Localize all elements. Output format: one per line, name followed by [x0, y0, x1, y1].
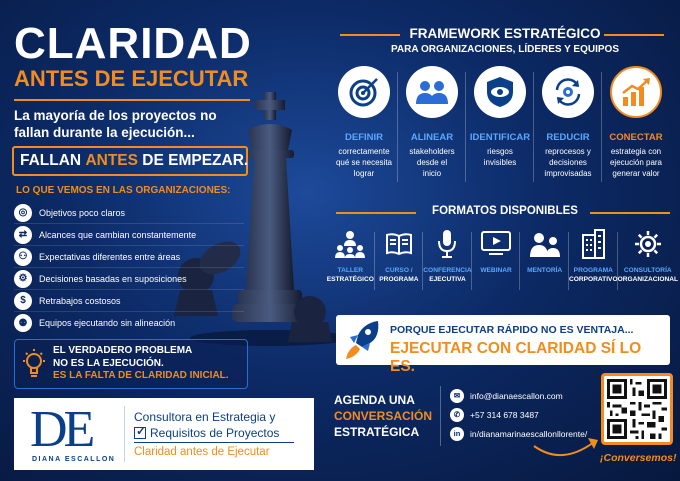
- format-label-2: EJECUTIVA: [429, 276, 466, 283]
- lightbulb-icon: [15, 348, 53, 380]
- mail-icon: ✉: [450, 389, 464, 403]
- people-icon: ⚇: [14, 248, 32, 266]
- desc-line: lograr: [353, 169, 375, 178]
- cycle-gear-icon: [542, 66, 594, 118]
- framework-step-reducir: [534, 66, 602, 186]
- gear-icon: [618, 228, 678, 260]
- format-label-2: CORPORATIVO: [568, 276, 618, 283]
- mentoring-icon: [520, 228, 569, 260]
- brand-card: [14, 398, 314, 470]
- format-item: [423, 228, 472, 292]
- brand-tagline-1: Consultora en Estrategia y: [134, 410, 276, 424]
- issue-text: Retrabajos costosos: [39, 295, 121, 306]
- checkbox-icon: [134, 427, 146, 439]
- framework-step-definir: [330, 66, 398, 186]
- issue-text: Equipos ejecutando sin alineación: [39, 318, 176, 328]
- step-name: REDUCIR: [546, 132, 590, 143]
- step-name: CONECTAR: [609, 132, 663, 143]
- list-item: [14, 224, 244, 246]
- target-icon: [338, 66, 390, 118]
- team-icon: ⚉: [14, 314, 32, 332]
- format-label: PROGRAMA: [573, 267, 613, 274]
- tagline-banner: [336, 315, 670, 375]
- desc-line: decisiones: [549, 158, 587, 167]
- format-label: WEBINAR: [480, 267, 512, 274]
- format-label: CURSO /: [385, 267, 413, 274]
- format-item: [569, 228, 618, 292]
- format-item: [472, 228, 521, 292]
- formats-list: [326, 228, 678, 292]
- issue-text: Expectativas diferentes entre áreas: [39, 251, 181, 262]
- framework-title: FRAMEWORK ESTRATÉGICO: [409, 26, 601, 41]
- title-underline: [14, 99, 250, 101]
- linkedin-icon: in: [450, 427, 464, 441]
- step-desc: [534, 146, 602, 179]
- whatsapp-icon: ✆: [450, 408, 464, 422]
- workshop-icon: [326, 228, 375, 260]
- linkedin-text: in/dianamarinaescallonllorente/: [470, 428, 588, 439]
- desc-line: reprocesos y: [545, 147, 591, 156]
- divider: [124, 406, 125, 462]
- format-item: [520, 228, 569, 292]
- desc-line: desde el: [416, 158, 448, 167]
- target-icon: ◎: [14, 204, 32, 222]
- format-item: [375, 228, 424, 292]
- step-desc: [330, 146, 398, 179]
- fallan-callout: [12, 146, 248, 176]
- cta-line-2: CONVERSACIÓN: [334, 409, 433, 423]
- brand-tagline-2: Requisitos de Proyectos: [150, 426, 280, 440]
- page-title: CLARIDAD: [14, 19, 252, 68]
- framework-step-identificar: [466, 66, 534, 186]
- list-item: [14, 268, 244, 290]
- problem-line-1: EL VERDADERO PROBLEMA: [53, 345, 193, 357]
- issue-text: Decisiones basadas en suposiciones: [39, 273, 187, 284]
- list-item: [14, 202, 244, 224]
- step-name: ALINEAR: [410, 132, 454, 143]
- banner-line-2: EJECUTAR CON CLARIDAD SÍ LO ES.: [390, 340, 642, 375]
- problem-callout: [14, 339, 248, 389]
- cta-heading: [334, 392, 432, 440]
- formats-title: FORMATOS DISPONIBLES: [432, 205, 578, 217]
- framework-steps: [330, 66, 670, 186]
- format-label: TALLER: [337, 267, 364, 274]
- framework-step-alinear: [398, 66, 466, 186]
- format-label: CONFERENCIA: [423, 267, 472, 274]
- desc-line: improvisadas: [544, 169, 592, 178]
- issue-text: Objetivos poco claros: [39, 207, 126, 218]
- email-text: info@dianaescallon.com: [470, 390, 563, 401]
- issues-list: [14, 202, 244, 334]
- swap-arrows-icon: ⇄: [14, 226, 32, 244]
- growth-chart-icon: [610, 66, 662, 118]
- format-label: MENTORÍA: [527, 267, 563, 274]
- contact-phone[interactable]: [450, 405, 600, 424]
- rocket-icon: [344, 319, 384, 361]
- step-name: DEFINIR: [345, 132, 383, 143]
- format-label-2: PROGRAMA: [379, 276, 419, 283]
- desc-line: invisibles: [483, 158, 517, 167]
- desc-line: qué se necesita: [335, 158, 393, 167]
- list-item: [14, 290, 244, 312]
- fallan-highlight: ANTES: [85, 152, 138, 169]
- framework-step-conectar: [602, 66, 670, 186]
- brand-logo: DE: [30, 401, 92, 458]
- people-icon: [406, 66, 458, 118]
- book-icon: [375, 228, 424, 260]
- fallan-suffix: DE EMPEZAR.: [137, 152, 249, 169]
- desc-line: ejecución para: [609, 158, 663, 167]
- problem-line-2: NO ES LA EJECUCIÓN.: [53, 357, 164, 369]
- list-item: [14, 246, 244, 268]
- format-label-2: ESTRATÉGICO: [326, 276, 374, 283]
- monitor-play-icon: [472, 228, 521, 260]
- intro-text: La mayoría de los proyectos no fallan durante la ejecución...: [14, 108, 217, 140]
- desc-line: estrategia con: [610, 147, 662, 156]
- format-label-2: ORGANIZACIONAL: [617, 276, 679, 283]
- phone-text: +57 314 678 3487: [470, 409, 539, 420]
- desc-line: correctamente: [338, 147, 390, 156]
- format-item: [618, 228, 678, 292]
- problem-line-3: ES LA FALTA DE CLARIDAD INICIAL.: [53, 370, 229, 382]
- desc-line: riesgos: [487, 147, 513, 156]
- page-subtitle: ANTES DE EJECUTAR: [14, 66, 249, 91]
- eye-shield-icon: [474, 66, 526, 118]
- microphone-icon: [423, 228, 472, 260]
- step-name: IDENTIFICAR: [469, 132, 531, 143]
- brand-tagline-2-row: [134, 426, 279, 440]
- cta-line-1: AGENDA UNA: [334, 393, 415, 407]
- issue-text: Alcances que cambian constantemente: [39, 229, 197, 240]
- dollar-icon: $: [14, 292, 32, 310]
- user-gear-icon: ⚙: [14, 270, 32, 288]
- desc-line: generar valor: [612, 169, 660, 178]
- fallan-prefix: FALLAN: [20, 152, 86, 169]
- desc-line: inicio: [422, 169, 442, 178]
- step-desc: [398, 146, 466, 179]
- format-item: [326, 228, 375, 292]
- qr-code[interactable]: [601, 373, 673, 445]
- list-item: [14, 312, 244, 334]
- framework-subtitle: PARA ORGANIZACIONES, LÍDERES Y EQUIPOS: [391, 44, 619, 55]
- step-desc: [466, 146, 534, 168]
- desc-line: stakeholders: [409, 147, 455, 156]
- brand-tagline-3: Claridad antes de Ejecutar: [134, 446, 270, 458]
- contact-email[interactable]: [450, 386, 600, 405]
- arrow-icon: [532, 432, 602, 462]
- banner-line-1: PORQUE EJECUTAR RÁPIDO NO ES VENTAJA...: [390, 324, 634, 336]
- cta-conversemos: ¡Conversemos!: [600, 452, 677, 464]
- issues-label: LO QUE VEMOS EN LAS ORGANIZACIONES:: [16, 185, 231, 196]
- cta-line-3: ESTRATÉGICA: [334, 425, 420, 439]
- divider: [440, 386, 441, 446]
- step-desc: [602, 146, 670, 179]
- format-label: CONSULTORÍA: [623, 267, 672, 274]
- building-icon: [569, 228, 618, 260]
- divider: [134, 442, 294, 443]
- brand-name: DIANA ESCALLON: [32, 456, 116, 463]
